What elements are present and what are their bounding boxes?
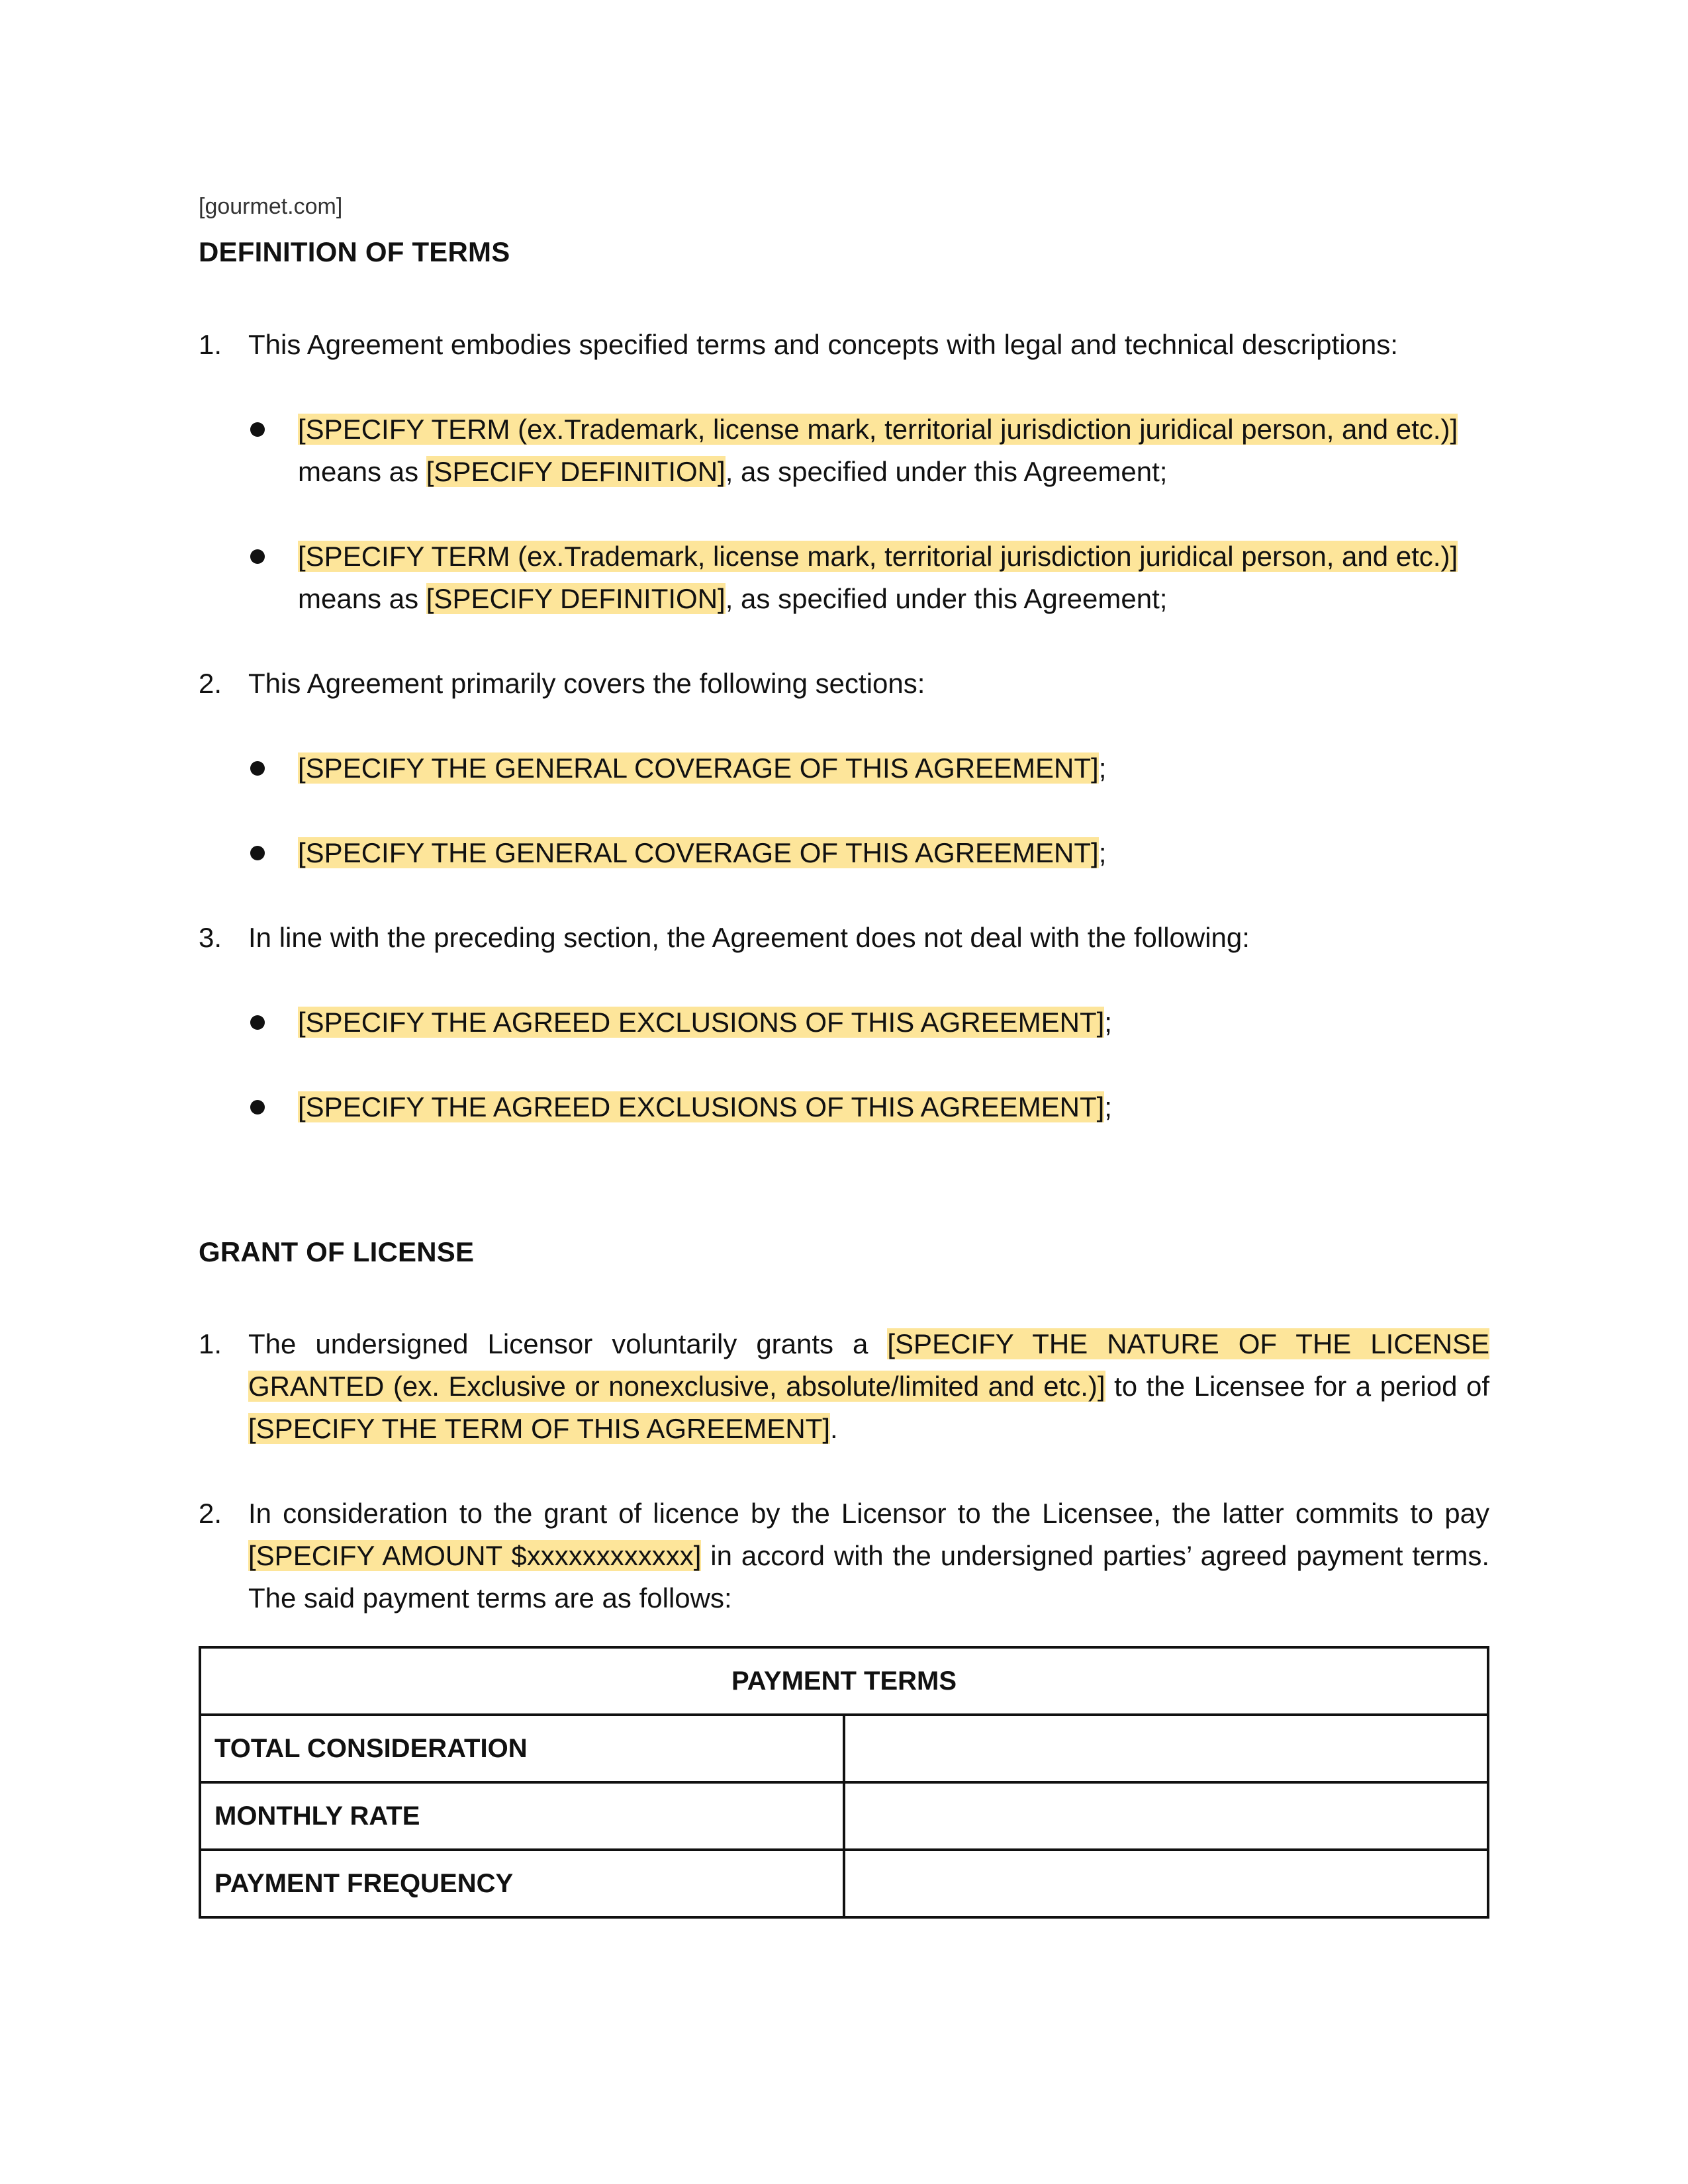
- item-text: In consideration to the grant of licence by the Licensor to the Licensee, the latter commits to pay: [248, 1498, 1489, 1529]
- bullet-item: [199, 747, 1489, 790]
- placeholder-exclusion: [SPECIFY THE AGREED EXCLUSIONS OF THIS AGREEMENT]: [298, 1091, 1105, 1122]
- bullet-tail-text: , as specified under this Agreement;: [725, 455, 1168, 487]
- numbered-item: [199, 324, 1489, 366]
- placeholder-amount: [SPECIFY AMOUNT $xxxxxxxxxxxx]: [248, 1540, 702, 1572]
- bullet-icon: [250, 1100, 265, 1115]
- means-as-text: means as: [298, 455, 426, 487]
- bullet-icon: [250, 549, 265, 564]
- table-row: [200, 1850, 1488, 1917]
- bullet-item: [199, 535, 1489, 620]
- numbered-item: [199, 1492, 1489, 1619]
- row-label: MONTHLY RATE: [200, 1782, 844, 1850]
- bullet-tail-text: ;: [1104, 1006, 1112, 1038]
- bullet-list: [199, 408, 1489, 620]
- section-title-definition-of-terms: DEFINITION OF TERMS: [199, 236, 510, 268]
- bullet-icon: [250, 846, 265, 860]
- placeholder-coverage: [SPECIFY THE GENERAL COVERAGE OF THIS AGREEMENT]: [298, 837, 1099, 868]
- document-content: [199, 192, 1489, 1919]
- placeholder-coverage: [SPECIFY THE GENERAL COVERAGE OF THIS AGREEMENT]: [298, 752, 1099, 784]
- placeholder-definition: [SPECIFY DEFINITION]: [426, 455, 726, 487]
- table-row: [200, 1782, 1488, 1850]
- section-title-grant-of-license: GRANT OF LICENSE: [199, 1236, 475, 1267]
- header-label: [gourmet.com]: [199, 194, 343, 219]
- row-value-cell[interactable]: [844, 1715, 1488, 1782]
- item-number: 1.: [199, 328, 222, 360]
- item-text: The undersigned Licensor voluntarily grants a: [248, 1328, 888, 1360]
- item-text: This Agreement primarily covers the following sections:: [248, 667, 925, 699]
- item-text: .: [830, 1413, 838, 1445]
- table-header-row: [200, 1647, 1488, 1715]
- item-number: 2.: [199, 667, 222, 699]
- table-header: PAYMENT TERMS: [200, 1647, 1488, 1715]
- placeholder-license-nature: [SPECIFY THE NATURE OF THE LICENSE GRANTED (ex. Exclusive or nonexclusive, absolute/limited and etc.)]: [248, 1328, 1489, 1402]
- bullet-icon: [250, 422, 265, 437]
- bullet-list: [199, 747, 1489, 874]
- table-row: [200, 1715, 1488, 1782]
- row-value-cell[interactable]: [844, 1850, 1488, 1917]
- numbered-item: [199, 1323, 1489, 1450]
- item-number: 1.: [199, 1328, 222, 1360]
- numbered-item: [199, 662, 1489, 705]
- placeholder-term: [SPECIFY TERM (ex.Trademark, license mark, territorial jurisdiction juridical person, and etc.)]: [298, 540, 1458, 572]
- bullet-tail-text: ;: [1104, 1091, 1112, 1122]
- bullet-icon: [250, 1015, 265, 1030]
- item-text: to the Licensee for a period of: [1105, 1371, 1490, 1402]
- row-label: PAYMENT FREQUENCY: [200, 1850, 844, 1917]
- item-text: This Agreement embodies specified terms and concepts with legal and technical descriptions:: [248, 328, 1398, 360]
- placeholder-exclusion: [SPECIFY THE AGREED EXCLUSIONS OF THIS AGREEMENT]: [298, 1006, 1105, 1038]
- bullet-item: [199, 1086, 1489, 1128]
- bullet-item: [199, 832, 1489, 874]
- payment-terms-table: [199, 1646, 1489, 1919]
- bullet-item: [199, 408, 1489, 493]
- bullet-tail-text: ;: [1098, 752, 1107, 784]
- item-number: 2.: [199, 1498, 222, 1529]
- bullet-item: [199, 1001, 1489, 1044]
- row-value-cell[interactable]: [844, 1782, 1488, 1850]
- item-text: in accord with the undersigned parties’ agreed payment terms. The said payment terms are as follows:: [248, 1540, 1489, 1614]
- bullet-tail-text: , as specified under this Agreement;: [725, 582, 1168, 614]
- row-label: TOTAL CONSIDERATION: [200, 1715, 844, 1782]
- placeholder-definition: [SPECIFY DEFINITION]: [426, 582, 726, 614]
- item-text: In line with the preceding section, the Agreement does not deal with the following:: [248, 921, 1250, 953]
- bullet-list: [199, 1001, 1489, 1128]
- item-number: 3.: [199, 921, 222, 953]
- means-as-text: means as: [298, 582, 426, 614]
- placeholder-term: [SPECIFY TERM (ex.Trademark, license mark, territorial jurisdiction juridical person, and etc.)]: [298, 413, 1458, 445]
- bullet-tail-text: ;: [1098, 837, 1107, 868]
- placeholder-agreement-term: [SPECIFY THE TERM OF THIS AGREEMENT]: [248, 1413, 831, 1445]
- numbered-item: [199, 917, 1489, 959]
- bullet-icon: [250, 761, 265, 776]
